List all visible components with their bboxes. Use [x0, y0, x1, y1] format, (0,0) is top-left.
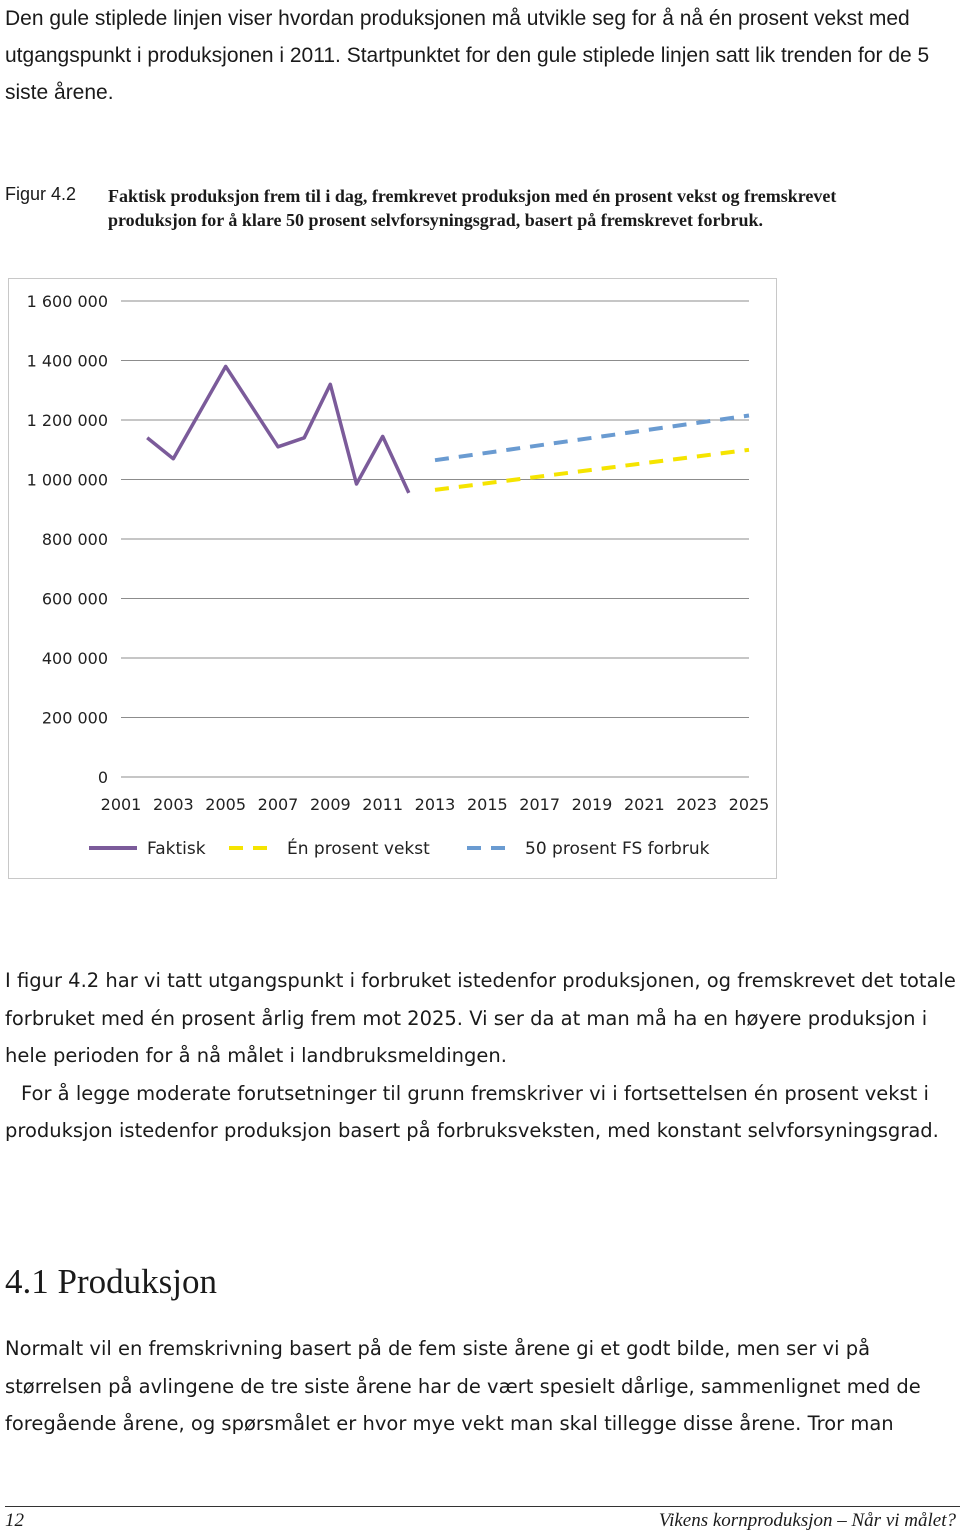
- x-tick-label: 2025: [728, 795, 770, 814]
- x-tick-label: 2015: [466, 795, 508, 814]
- x-tick-label: 2009: [309, 795, 351, 814]
- x-tick-label: 2011: [362, 795, 404, 814]
- line-chart: [8, 278, 777, 879]
- x-tick-label: 2019: [571, 795, 613, 814]
- figure-label: Figur 4.2: [5, 184, 77, 204]
- y-tick-label: 200 000: [41, 708, 108, 728]
- paragraph-3: Normalt vil en fremskrivning basert på de fem siste årene gi et godt bilde, men ser vi på størrelsen på avlingene de tre siste årene har de vært spesielt dårlige, sammenlignet med de foregående årene, og spørsmålet er hvor mye vekt man skal tillegge disse årene. Tror man: [5, 1337, 921, 1435]
- x-tick-label: 2013: [414, 795, 456, 814]
- y-tick-label: 1 000 000: [26, 470, 108, 490]
- series-line-1: [147, 366, 409, 493]
- intro-paragraph: Den gule stiplede linjen viser hvordan produksjonen må utvikle seg for å nå én prosent vekst med utgangspunkt i produksjonen i 2011. Startpunktet for den gule stiplede linjen satt lik trenden for de 5 siste årene.: [5, 7, 930, 104]
- legend-label: 50 prosent FS forbruk: [525, 839, 710, 859]
- legend-label: Faktisk: [147, 839, 206, 859]
- footer-rule: [5, 1506, 960, 1507]
- series-line-3: [435, 416, 749, 461]
- y-tick-label: 1 200 000: [26, 411, 108, 430]
- figure-caption: Faktisk produksjon frem til i dag, fremkrevet produksjon med én prosent vekst og fremskrevet produksjon for å klare 50 prosent selvforsyningsgrad, basert på fremskrevet forbruk.: [108, 186, 837, 230]
- section-heading: 4.1 Produksjon: [5, 1262, 217, 1301]
- x-tick-label: 2001: [100, 795, 142, 814]
- chart-svg: [9, 279, 778, 880]
- legend-label: Én prosent vekst: [287, 839, 430, 859]
- x-tick-label: 2017: [519, 795, 561, 814]
- y-tick-label: 1 600 000: [26, 292, 108, 311]
- paragraph-2: For å legge moderate forutsetninger til grunn fremskriver vi i fortsettelsen én prosent vekst i produksjon istedenfor produksjon basert på forbruksveksten, med konstant selvforsyningsgrad.: [5, 1081, 939, 1142]
- page-number: 12: [5, 1510, 24, 1531]
- paragraph-1: I figur 4.2 har vi tatt utgangspunkt i forbruket istedenfor produksjonen, og fremskrevet det totale forbruket med én prosent årlig frem mot 2025. Vi ser da at man må ha en høyere produksjon i hele perioden for å nå målet i landbruksmeldingen.: [5, 969, 956, 1067]
- series-line-2: [435, 450, 749, 490]
- x-tick-label: 2007: [257, 795, 299, 814]
- x-tick-label: 2021: [623, 795, 665, 814]
- y-tick-label: 0: [97, 768, 108, 787]
- x-tick-label: 2003: [152, 795, 194, 814]
- body-text-1: [5, 962, 960, 1150]
- footer-title: Vikens kornproduksjon – Når vi målet?: [658, 1510, 956, 1531]
- x-tick-label: 2023: [676, 795, 718, 814]
- x-tick-label: 2005: [205, 795, 247, 814]
- y-tick-label: 600 000: [41, 589, 108, 609]
- y-tick-label: 400 000: [41, 649, 108, 668]
- y-tick-label: 800 000: [41, 530, 108, 549]
- y-tick-label: 1 400 000: [26, 351, 108, 371]
